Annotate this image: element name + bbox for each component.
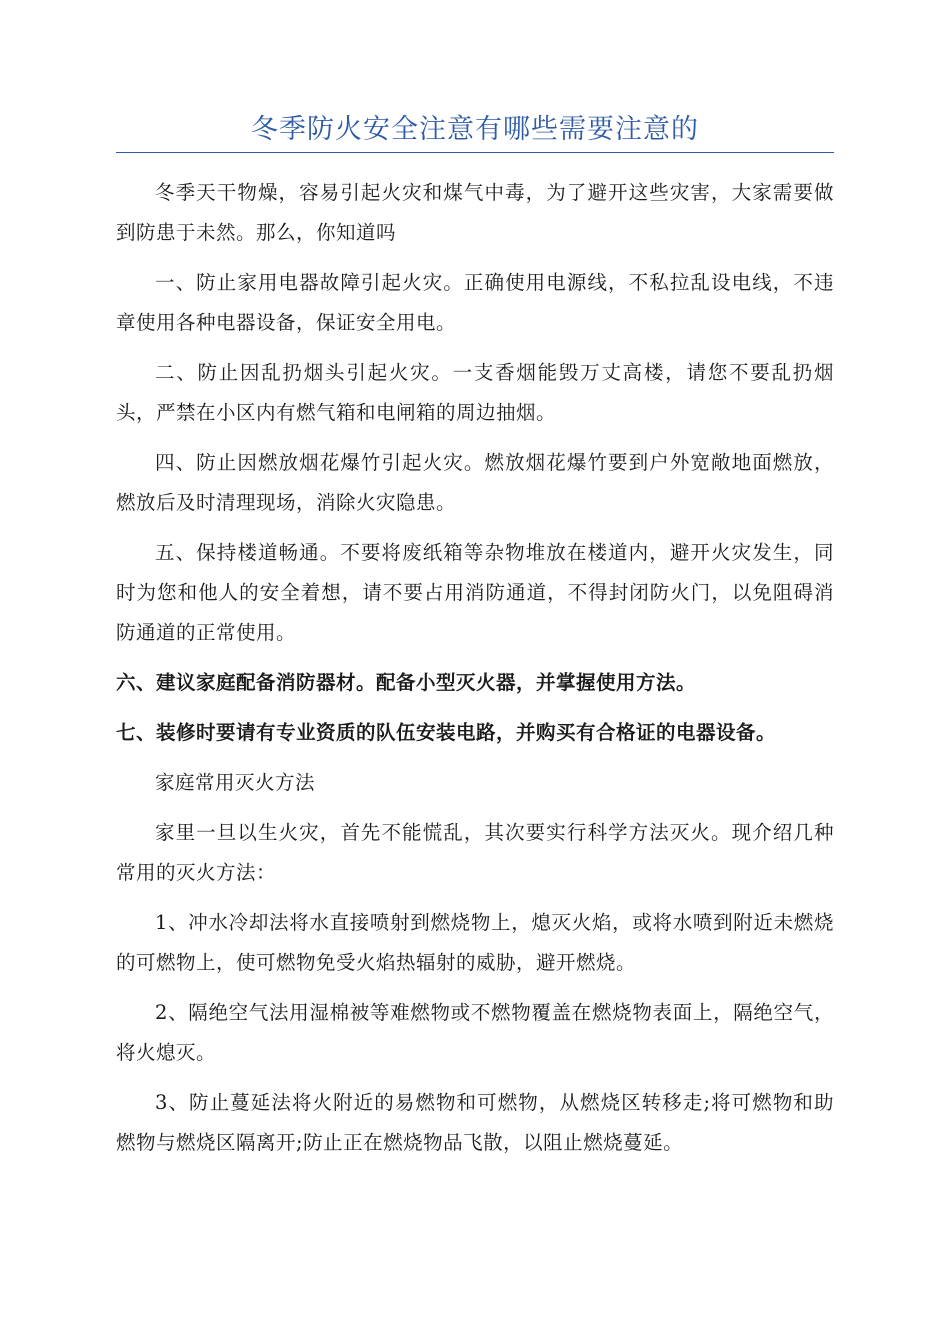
tip-paragraph-2: 二、防止因乱扔烟头引起火灾。一支香烟能毁万丈高楼，请您不要乱扔烟头，严禁在小区内有燃气箱和电闸箱的周边抽烟。 xyxy=(116,361,834,424)
document-page xyxy=(116,110,834,1163)
tip-paragraph-1: 一、防止家用电器故障引起火灾。正确使用电源线，不私拉乱设电线，不违章使用各种电器设备，保证安全用电。 xyxy=(116,271,834,334)
tip-paragraph-6: 六、建议家庭配备消防器材。配备小型灭火器，并掌握使用方法。 xyxy=(116,671,697,694)
method-paragraph-3: 3、防止蔓延法将火附近的易燃物和可燃物，从燃烧区转移走;将可燃物和助燃物与燃烧区隔离开;防止正在燃烧物品飞散，以阻止燃烧蔓延。 xyxy=(116,1091,834,1154)
tip-paragraph-7: 七、装修时要请有专业资质的队伍安装电路，并购买有合格证的电器设备。 xyxy=(116,721,777,744)
method-intro-paragraph: 家里一旦以生火灾，首先不能慌乱，其次要实行科学方法灭火。现介绍几种常用的灭火方法： xyxy=(116,821,834,884)
section-heading: 家庭常用灭火方法 xyxy=(155,771,316,794)
method-paragraph-2: 2、隔绝空气法用湿棉被等难燃物或不燃物覆盖在燃烧物表面上，隔绝空气，将火熄灭。 xyxy=(116,1001,834,1064)
method-paragraph-1: 1、冲水冷却法将水直接喷射到燃烧物上，熄灭火焰，或将水喷到附近未燃烧的可燃物上，使可燃物免受火焰热辐射的威胁，避开燃烧。 xyxy=(116,911,834,974)
tip-paragraph-5: 五、保持楼道畅通。不要将废纸箱等杂物堆放在楼道内，避开火灾发生，同时为您和他人的安全着想，请不要占用消防通道，不得封闭防火门，以免阻碍消防通道的正常使用。 xyxy=(116,541,834,644)
document-title: 冬季防火安全注意有哪些需要注意的 xyxy=(116,110,834,153)
intro-paragraph: 冬季天干物燥，容易引起火灾和煤气中毒，为了避开这些灾害，大家需要做到防患于未然。那么，你知道吗 xyxy=(116,181,834,244)
tip-paragraph-4: 四、防止因燃放烟花爆竹引起火灾。燃放烟花爆竹要到户外宽敞地面燃放，燃放后及时清理现场，消除火灾隐患。 xyxy=(116,451,834,514)
